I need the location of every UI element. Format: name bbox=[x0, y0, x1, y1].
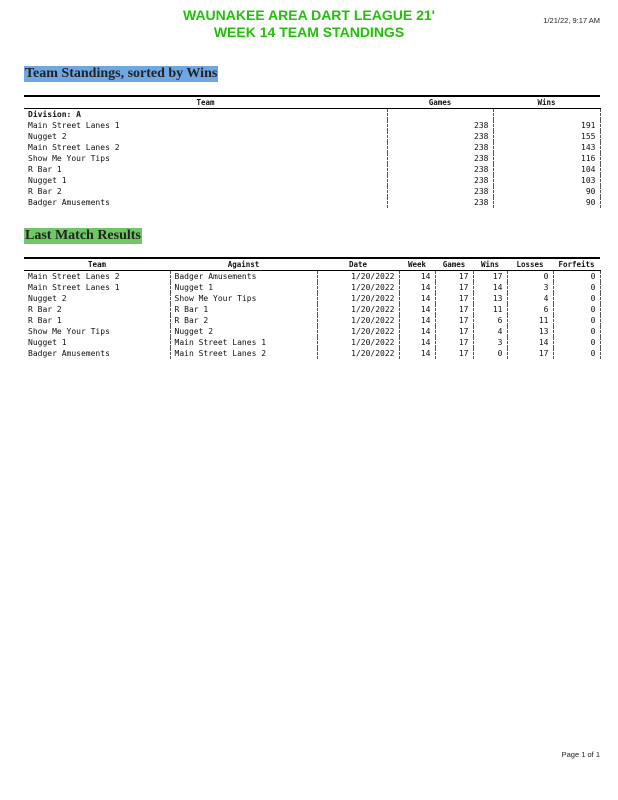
team-cell: R Bar 1 bbox=[24, 164, 387, 175]
division-label: Division: A bbox=[24, 109, 387, 121]
wins-cell: 116 bbox=[493, 153, 600, 164]
losses-cell: 14 bbox=[507, 337, 553, 348]
wins-cell: 6 bbox=[473, 315, 507, 326]
week-cell: 14 bbox=[399, 337, 435, 348]
games-cell: 17 bbox=[435, 271, 473, 283]
games-cell: 17 bbox=[435, 293, 473, 304]
table-row bbox=[24, 153, 600, 164]
col-header-games: Games bbox=[387, 96, 493, 109]
team-cell: Main Street Lanes 1 bbox=[24, 120, 387, 131]
team-cell: Show Me Your Tips bbox=[24, 153, 387, 164]
print-timestamp: 1/21/22, 9:17 AM bbox=[543, 16, 600, 25]
team-cell: Main Street Lanes 1 bbox=[24, 282, 170, 293]
week-cell: 14 bbox=[399, 348, 435, 359]
games-cell: 238 bbox=[387, 142, 493, 153]
against-cell: Main Street Lanes 2 bbox=[170, 348, 317, 359]
table-row bbox=[24, 186, 600, 197]
week-cell: 14 bbox=[399, 282, 435, 293]
against-cell: R Bar 2 bbox=[170, 315, 317, 326]
forfeits-cell: 0 bbox=[553, 282, 600, 293]
col-header-week: Week bbox=[399, 258, 435, 271]
date-cell: 1/20/2022 bbox=[317, 282, 399, 293]
table-row bbox=[24, 282, 600, 293]
forfeits-cell: 0 bbox=[553, 293, 600, 304]
wins-cell: 104 bbox=[493, 164, 600, 175]
against-cell: Main Street Lanes 1 bbox=[170, 337, 317, 348]
wins-cell: 4 bbox=[473, 326, 507, 337]
col-header-wins: Wins bbox=[473, 258, 507, 271]
wins-cell: 0 bbox=[473, 348, 507, 359]
games-cell: 17 bbox=[435, 326, 473, 337]
standings-section-title: Team Standings, sorted by Wins bbox=[25, 66, 218, 81]
against-cell: Nugget 1 bbox=[170, 282, 317, 293]
table-row bbox=[24, 142, 600, 153]
standings-header-row bbox=[24, 96, 600, 109]
date-cell: 1/20/2022 bbox=[317, 315, 399, 326]
wins-cell: 11 bbox=[473, 304, 507, 315]
table-row bbox=[24, 164, 600, 175]
team-cell: Show Me Your Tips bbox=[24, 326, 170, 337]
losses-cell: 13 bbox=[507, 326, 553, 337]
page-number: Page 1 of 1 bbox=[561, 750, 600, 759]
date-cell: 1/20/2022 bbox=[317, 304, 399, 315]
team-cell: R Bar 1 bbox=[24, 315, 170, 326]
forfeits-cell: 0 bbox=[553, 271, 600, 283]
against-cell: R Bar 1 bbox=[170, 304, 317, 315]
games-cell: 238 bbox=[387, 197, 493, 208]
against-cell: Badger Amusements bbox=[170, 271, 317, 283]
wins-cell: 103 bbox=[493, 175, 600, 186]
table-row bbox=[24, 304, 600, 315]
forfeits-cell: 0 bbox=[553, 348, 600, 359]
table-row bbox=[24, 293, 600, 304]
col-header-forfeits: Forfeits bbox=[553, 258, 600, 271]
table-row bbox=[24, 131, 600, 142]
date-cell: 1/20/2022 bbox=[317, 326, 399, 337]
wins-cell: 17 bbox=[473, 271, 507, 283]
games-cell: 17 bbox=[435, 337, 473, 348]
forfeits-cell: 0 bbox=[553, 315, 600, 326]
losses-cell: 17 bbox=[507, 348, 553, 359]
wins-cell: 143 bbox=[493, 142, 600, 153]
col-header-date: Date bbox=[317, 258, 399, 271]
col-header-against: Against bbox=[170, 258, 317, 271]
against-cell: Nugget 2 bbox=[170, 326, 317, 337]
forfeits-cell: 0 bbox=[553, 304, 600, 315]
table-row bbox=[24, 315, 600, 326]
date-cell: 1/20/2022 bbox=[317, 271, 399, 283]
losses-cell: 6 bbox=[507, 304, 553, 315]
division-row bbox=[24, 109, 600, 121]
team-cell: Badger Amusements bbox=[24, 197, 387, 208]
standings-table bbox=[24, 95, 601, 208]
team-cell: R Bar 2 bbox=[24, 186, 387, 197]
team-cell: Nugget 2 bbox=[24, 131, 387, 142]
wins-cell: 90 bbox=[493, 197, 600, 208]
losses-cell: 0 bbox=[507, 271, 553, 283]
wins-cell: 13 bbox=[473, 293, 507, 304]
team-cell: Nugget 1 bbox=[24, 175, 387, 186]
wins-cell: 191 bbox=[493, 120, 600, 131]
wins-cell: 90 bbox=[493, 186, 600, 197]
games-cell: 238 bbox=[387, 153, 493, 164]
games-cell: 238 bbox=[387, 186, 493, 197]
losses-cell: 11 bbox=[507, 315, 553, 326]
week-cell: 14 bbox=[399, 293, 435, 304]
table-row bbox=[24, 271, 600, 283]
table-row bbox=[24, 175, 600, 186]
col-header-wins: Wins bbox=[493, 96, 600, 109]
results-section-title: Last Match Results bbox=[25, 228, 141, 243]
team-cell: Badger Amusements bbox=[24, 348, 170, 359]
date-cell: 1/20/2022 bbox=[317, 293, 399, 304]
games-cell: 238 bbox=[387, 120, 493, 131]
wins-cell: 155 bbox=[493, 131, 600, 142]
col-header-games: Games bbox=[435, 258, 473, 271]
table-row bbox=[24, 337, 600, 348]
team-cell: R Bar 2 bbox=[24, 304, 170, 315]
col-header-losses: Losses bbox=[507, 258, 553, 271]
games-cell: 17 bbox=[435, 282, 473, 293]
results-table bbox=[24, 257, 601, 359]
games-cell: 238 bbox=[387, 164, 493, 175]
results-header-row bbox=[24, 258, 600, 271]
losses-cell: 3 bbox=[507, 282, 553, 293]
report-subtitle: WEEK 14 TEAM STANDINGS bbox=[213, 24, 405, 40]
games-cell: 17 bbox=[435, 304, 473, 315]
table-row bbox=[24, 326, 600, 337]
games-cell: 238 bbox=[387, 175, 493, 186]
games-cell: 238 bbox=[387, 131, 493, 142]
forfeits-cell: 0 bbox=[553, 326, 600, 337]
team-cell: Nugget 1 bbox=[24, 337, 170, 348]
games-cell: 17 bbox=[435, 315, 473, 326]
forfeits-cell: 0 bbox=[553, 337, 600, 348]
team-cell: Nugget 2 bbox=[24, 293, 170, 304]
col-header-team: Team bbox=[24, 258, 170, 271]
week-cell: 14 bbox=[399, 326, 435, 337]
report-title: WAUNAKEE AREA DART LEAGUE 21' bbox=[183, 7, 435, 23]
date-cell: 1/20/2022 bbox=[317, 337, 399, 348]
team-cell: Main Street Lanes 2 bbox=[24, 271, 170, 283]
col-header-team: Team bbox=[24, 96, 387, 109]
wins-cell: 14 bbox=[473, 282, 507, 293]
table-row bbox=[24, 120, 600, 131]
table-row bbox=[24, 348, 600, 359]
losses-cell: 4 bbox=[507, 293, 553, 304]
against-cell: Show Me Your Tips bbox=[170, 293, 317, 304]
date-cell: 1/20/2022 bbox=[317, 348, 399, 359]
table-row bbox=[24, 197, 600, 208]
wins-cell: 3 bbox=[473, 337, 507, 348]
week-cell: 14 bbox=[399, 271, 435, 283]
team-cell: Main Street Lanes 2 bbox=[24, 142, 387, 153]
week-cell: 14 bbox=[399, 315, 435, 326]
games-cell: 17 bbox=[435, 348, 473, 359]
week-cell: 14 bbox=[399, 304, 435, 315]
